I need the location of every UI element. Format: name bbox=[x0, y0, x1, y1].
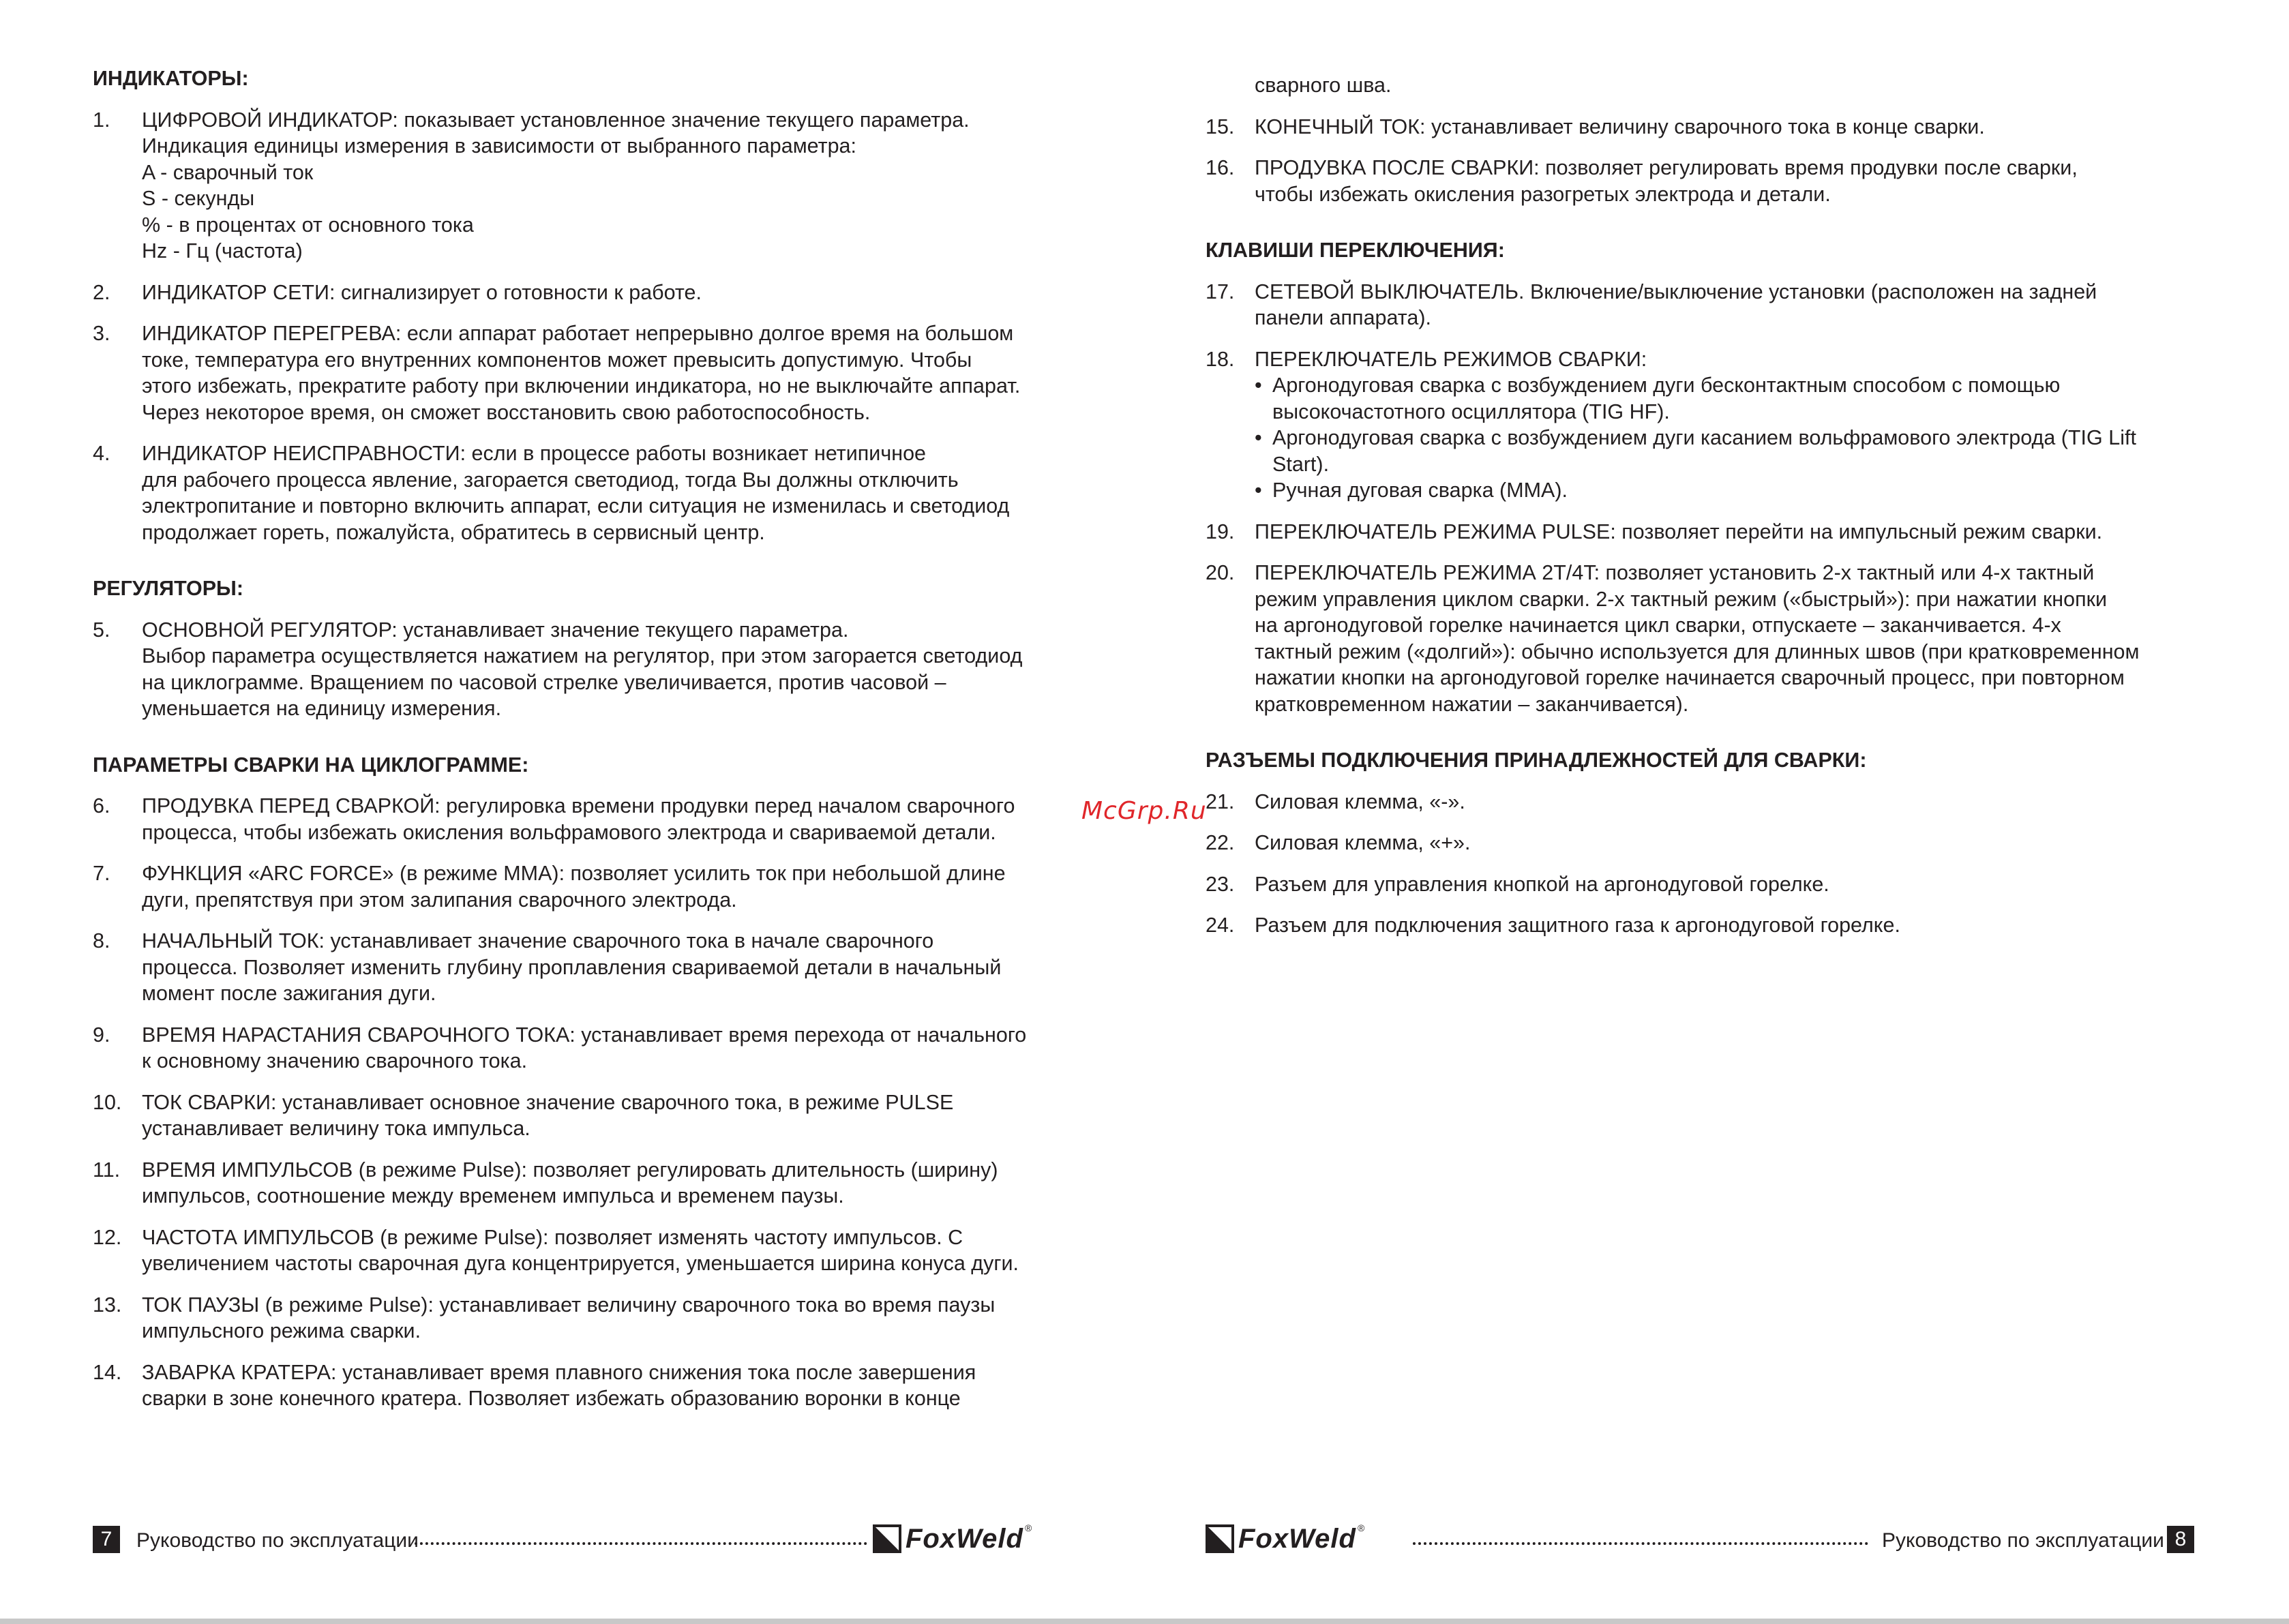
bullet-line: Ручная дуговая сварка (MMA). bbox=[1272, 479, 1568, 502]
item-number: 3. bbox=[93, 322, 110, 345]
list-item-15 bbox=[1206, 114, 2208, 140]
item-line: ТОК ПАУЗЫ (в режиме Pulse): устанавливает величину сварочного тока во время паузы bbox=[142, 1293, 996, 1317]
item-line: режим управления циклом сварки. 2-х тактный режим («быстрый»): при нажатии кнопки bbox=[1255, 587, 2107, 611]
item-line: Силовая клемма, «-». bbox=[1255, 790, 1465, 813]
bullet-line: высокочастотного осциллятора (TIG HF). bbox=[1272, 400, 1670, 423]
footer-manual-label-left: Руководство по эксплуатации bbox=[136, 1529, 419, 1552]
item-line: ФУНКЦИЯ «ARC FORCE» (в режиме MMA): позволяет усилить ток при небольшой длине bbox=[142, 862, 1006, 885]
item-line: ПЕРЕКЛЮЧАТЕЛЬ РЕЖИМА PULSE: позволяет перейти на импульсный режим сварки. bbox=[1255, 520, 2103, 543]
item-line: ПРОДУВКА ПОСЛЕ СВАРКИ: позволяет регулировать время продувки после сварки, bbox=[1255, 156, 2078, 179]
item-line: продолжает гореть, пожалуйста, обратитесь в сервисный центр. bbox=[142, 520, 765, 544]
list-item-7 bbox=[93, 860, 1116, 913]
list-item-23 bbox=[1206, 871, 2208, 898]
foxweld-logo-icon bbox=[873, 1524, 901, 1553]
item-line: ВРЕМЯ НАРАСТАНИЯ СВАРОЧНОГО ТОКА: устанавливает время перехода от начального bbox=[142, 1023, 1027, 1047]
foxweld-logo-icon bbox=[1206, 1524, 1234, 1553]
item-number: 19. bbox=[1206, 520, 1235, 543]
logo-text: FoxWeld bbox=[906, 1523, 1023, 1554]
item-line: импульсов, соотношение между временем импульса и временем паузы. bbox=[142, 1184, 844, 1207]
list-item-12 bbox=[93, 1224, 1116, 1277]
page-number-badge-right: 8 bbox=[2167, 1526, 2194, 1553]
item-number: 9. bbox=[93, 1023, 110, 1047]
item-number: 8. bbox=[93, 929, 110, 952]
item-number: 11. bbox=[93, 1158, 121, 1182]
item-number: 6. bbox=[93, 794, 110, 817]
item-line: кратковременном нажатии – заканчивается). bbox=[1255, 692, 1689, 716]
list-item-22 bbox=[1206, 830, 2208, 856]
list-item-21 bbox=[1206, 789, 2208, 815]
item-line: для рабочего процесса явление, загорается светодиод, тогда Вы должны отключить bbox=[142, 468, 959, 492]
list-item-16 bbox=[1206, 155, 2208, 207]
section-heading-regulators: РЕГУЛЯТОРЫ: bbox=[93, 577, 244, 600]
list-item-3 bbox=[93, 320, 1116, 425]
item-line: A - сварочный ток bbox=[142, 160, 314, 184]
item-line: нажатии кнопки на аргонодуговой горелке начинается сварочный процесс, при повторном bbox=[1255, 666, 2125, 689]
right-page-content bbox=[1206, 72, 2208, 939]
footer-manual-label-right: Руководство по эксплуатации bbox=[1882, 1529, 2164, 1552]
item-line: КОНЕЧНЫЙ ТОК: устанавливает величину сварочного тока в конце сварки. bbox=[1255, 115, 1985, 138]
item-line: Через некоторое время, он сможет восстановить свою работоспособность. bbox=[142, 400, 871, 424]
item-number: 22. bbox=[1206, 831, 1235, 854]
bullet-item bbox=[1255, 372, 2208, 425]
item-line: уменьшается на единицу измерения. bbox=[142, 697, 502, 720]
footer-leader-dots-right bbox=[1413, 1542, 1868, 1545]
item-number: 14. bbox=[93, 1360, 122, 1384]
item-line: чтобы избежать окисления разогретых электрода и детали. bbox=[1255, 182, 1831, 206]
bullet-dot: • bbox=[1255, 374, 1262, 397]
left-page-content bbox=[93, 65, 1116, 1412]
item-line: тактный режим («долгий»): обычно используется для длинных швов (при кратковременном bbox=[1255, 640, 2140, 663]
item-line: ОСНОВНОЙ РЕГУЛЯТОР: устанавливает значение текущего параметра. bbox=[142, 618, 849, 642]
list-item-20 bbox=[1206, 560, 2208, 717]
list-item-10 bbox=[93, 1089, 1116, 1142]
section-heading-cyclogram: ПАРАМЕТРЫ СВАРКИ НА ЦИКЛОГРАММЕ: bbox=[93, 753, 529, 777]
item-number: 24. bbox=[1206, 914, 1235, 937]
item-line: Выбор параметра осуществляется нажатием на регулятор, при этом загорается светодиод bbox=[142, 644, 1023, 667]
item-line: устанавливает величину тока импульса. bbox=[142, 1117, 530, 1140]
item-number: 15. bbox=[1206, 115, 1235, 138]
list-item-6 bbox=[93, 793, 1116, 845]
item-line: Индикация единицы измерения в зависимости от выбранного параметра: bbox=[142, 134, 856, 157]
list-item-13 bbox=[93, 1292, 1116, 1344]
item-line: панели аппарата). bbox=[1255, 306, 1432, 329]
item-line: процесса, чтобы избежать окисления вольфрамового электрода и свариваемой детали. bbox=[142, 820, 996, 844]
foxweld-logo-right bbox=[1206, 1522, 1364, 1555]
list-item-11 bbox=[93, 1157, 1116, 1209]
item-number: 16. bbox=[1206, 156, 1235, 179]
item-number: 4. bbox=[93, 442, 110, 465]
item-line: токе, температура его внутренних компонентов может превысить допустимую. Чтобы bbox=[142, 348, 972, 372]
list-item-18 bbox=[1206, 346, 2208, 504]
logo-registered-mark: ® bbox=[1024, 1522, 1032, 1533]
item-line: ВРЕМЯ ИМПУЛЬСОВ (в режиме Pulse): позволяет регулировать длительность (ширину) bbox=[142, 1158, 998, 1182]
item-line: S - секунды bbox=[142, 187, 255, 210]
item-line: этого избежать, прекратите работу при включении индикатора, но не выключайте аппарат. bbox=[142, 374, 1021, 397]
continuation-text: сварного шва. bbox=[1255, 74, 1392, 97]
item-line: Силовая клемма, «+». bbox=[1255, 831, 1471, 854]
item-number: 10. bbox=[93, 1090, 122, 1114]
bullet-dot: • bbox=[1255, 479, 1262, 502]
item-line: электропитание и повторно включить аппарат, если ситуация не изменилась и светодиод bbox=[142, 494, 1010, 517]
item-line: к основному значению сварочного тока. bbox=[142, 1049, 528, 1072]
item-line: ЧАСТОТА ИМПУЛЬСОВ (в режиме Pulse): позволяет изменять частоту импульсов. С bbox=[142, 1225, 963, 1249]
item-line: % - в процентах от основного тока bbox=[142, 213, 474, 237]
section-heading-connectors: РАЗЪЕМЫ ПОДКЛЮЧЕНИЯ ПРИНАДЛЕЖНОСТЕЙ ДЛЯ СВАРКИ: bbox=[1206, 749, 1867, 772]
item-number: 1. bbox=[93, 108, 110, 132]
item-line: ЦИФРОВОЙ ИНДИКАТОР: показывает установленное значение текущего параметра. bbox=[142, 108, 970, 132]
item-number: 5. bbox=[93, 618, 110, 642]
item-line: НАЧАЛЬНЫЙ ТОК: устанавливает значение сварочного тока в начале сварочного bbox=[142, 929, 934, 952]
section-heading-indicators: ИНДИКАТОРЫ: bbox=[93, 67, 249, 90]
bullet-item bbox=[1255, 477, 2208, 504]
list-item-4 bbox=[93, 440, 1116, 545]
section-heading-switches: КЛАВИШИ ПЕРЕКЛЮЧЕНИЯ: bbox=[1206, 239, 1505, 262]
item-line: ПРОДУВКА ПЕРЕД СВАРКОЙ: регулировка времени продувки перед началом сварочного bbox=[142, 794, 1015, 817]
list-item-17 bbox=[1206, 279, 2208, 331]
footer-leader-dots-left bbox=[415, 1542, 867, 1545]
item-line: Hz - Гц (частота) bbox=[142, 239, 303, 262]
item-number: 23. bbox=[1206, 872, 1235, 896]
item-line: ТОК СВАРКИ: устанавливает основное значение сварочного тока, в режиме PULSE bbox=[142, 1090, 954, 1114]
item-number: 2. bbox=[93, 280, 110, 304]
item-number: 7. bbox=[93, 862, 110, 885]
item-line: ЗАВАРКА КРАТЕРА: устанавливает время плавного снижения тока после завершения bbox=[142, 1360, 976, 1384]
item-line: ПЕРЕКЛЮЧАТЕЛЬ РЕЖИМА 2T/4T: позволяет установить 2-х тактный или 4-х тактный bbox=[1255, 561, 2095, 584]
list-item-5 bbox=[93, 617, 1116, 722]
bullet-item bbox=[1255, 425, 2208, 477]
list-item-1 bbox=[93, 107, 1116, 265]
list-item-24 bbox=[1206, 912, 2208, 939]
item-number: 20. bbox=[1206, 561, 1235, 584]
bullet-line: Аргонодуговая сварка с возбуждением дуги касанием вольфрамового электрода (TIG Lift bbox=[1272, 426, 2136, 449]
logo-registered-mark: ® bbox=[1357, 1522, 1365, 1533]
item-number: 13. bbox=[93, 1293, 122, 1317]
list-item-8 bbox=[93, 928, 1116, 1007]
item-line: ИНДИКАТОР СЕТИ: сигнализирует о готовности к работе. bbox=[142, 280, 702, 304]
bullet-line: Аргонодуговая сварка с возбуждением дуги бесконтактным способом с помощью bbox=[1272, 374, 2061, 397]
list-item-14 bbox=[93, 1359, 1116, 1412]
bullet-dot: • bbox=[1255, 426, 1262, 449]
item-line: момент после зажигания дуги. bbox=[142, 982, 436, 1005]
item-line: импульсного режима сварки. bbox=[142, 1319, 421, 1342]
item-line: СЕТЕВОЙ ВЫКЛЮЧАТЕЛЬ. Включение/выключение установки (расположен на задней bbox=[1255, 280, 2097, 303]
item-number: 17. bbox=[1206, 280, 1235, 303]
list-item-19 bbox=[1206, 519, 2208, 545]
list-item-2 bbox=[93, 280, 1116, 306]
item-line: дуги, препятствуя при этом залипания сварочного электрода. bbox=[142, 888, 737, 912]
item-line: ПЕРЕКЛЮЧАТЕЛЬ РЕЖИМОВ СВАРКИ: bbox=[1255, 347, 1647, 371]
page-bottom-edge bbox=[0, 1619, 2289, 1624]
item-line: процесса. Позволяет изменить глубину проплавления свариваемой детали в начальный bbox=[142, 955, 1002, 979]
item-line: сварки в зоне конечного кратера. Позволяет избежать образованию воронки в конце bbox=[142, 1387, 961, 1410]
item-number: 18. bbox=[1206, 347, 1235, 371]
item-line: ИНДИКАТОР НЕИСПРАВНОСТИ: если в процессе работы возникает нетипичное bbox=[142, 442, 926, 465]
item-line: на циклограмме. Вращением по часовой стрелке увеличивается, против часовой – bbox=[142, 670, 946, 694]
logo-text: FoxWeld bbox=[1238, 1523, 1356, 1554]
item-line: Разъем для подключения защитного газа к аргонодуговой горелке. bbox=[1255, 914, 1900, 937]
foxweld-logo-left bbox=[873, 1522, 1032, 1555]
bullet-line: Start). bbox=[1272, 452, 1330, 476]
page-number-badge-left: 7 bbox=[93, 1526, 120, 1553]
list-item-9 bbox=[93, 1022, 1116, 1074]
item-line: Разъем для управления кнопкой на аргонодуговой горелке. bbox=[1255, 872, 1829, 896]
item-number: 12. bbox=[93, 1225, 122, 1249]
item-line: ИНДИКАТОР ПЕРЕГРЕВА: если аппарат работает непрерывно долгое время на большом bbox=[142, 322, 1014, 345]
item-line: на аргонодуговой горелке начинается цикл сварки, отпускаете – заканчивается. 4-х bbox=[1255, 614, 2061, 637]
watermark: McGrp.Ru bbox=[1081, 797, 1207, 825]
item-number: 21. bbox=[1206, 790, 1235, 813]
item-line: увеличением частоты сварочная дуга концентрируется, уменьшается ширина конуса дуги. bbox=[142, 1252, 1019, 1275]
